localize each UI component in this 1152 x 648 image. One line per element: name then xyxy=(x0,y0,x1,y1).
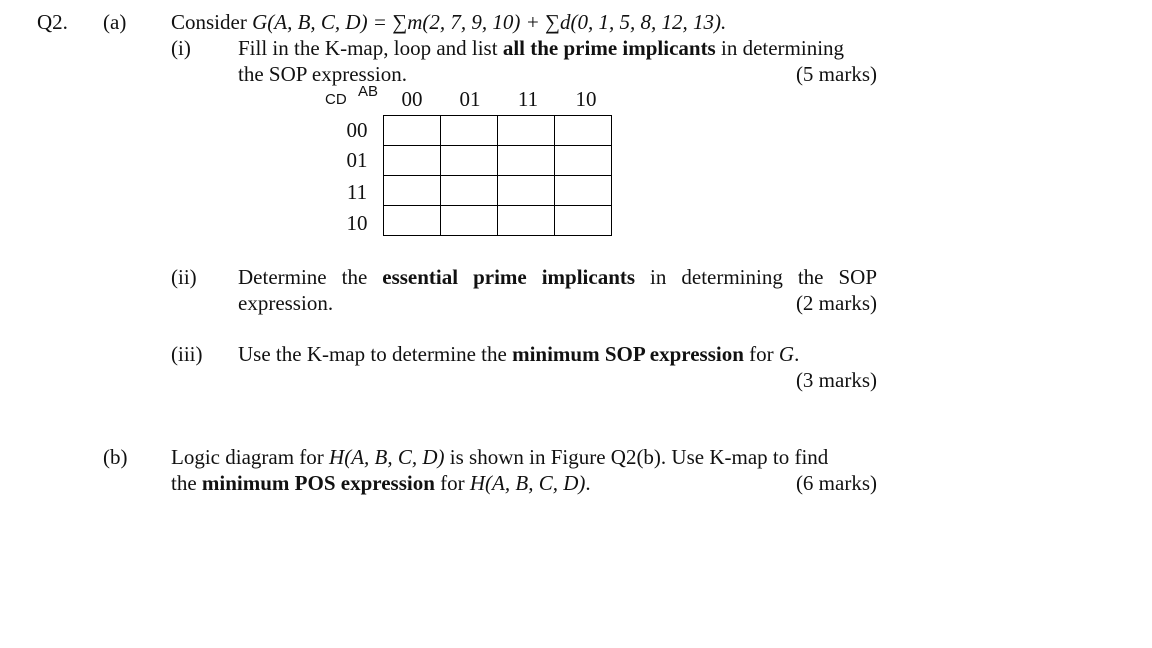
part-b-line2 xyxy=(171,470,591,496)
kmap-col-header: 10 xyxy=(575,87,597,111)
part-b-function-h: H(A, B, C, D) xyxy=(329,445,445,469)
sub-i-text-a: Fill in the K-map, loop and list xyxy=(238,36,503,60)
part-a-label: (a) xyxy=(103,10,127,34)
sub-i-bold: all the prime implicants xyxy=(502,36,716,60)
sub-iii-label: (iii) xyxy=(171,342,203,366)
sub-ii-marks: (2 marks) xyxy=(795,291,877,315)
part-a-intro: Consider xyxy=(171,10,253,34)
sub-iii-text-c: . xyxy=(794,342,800,366)
kmap-col-header: 11 xyxy=(517,87,539,111)
kmap-row xyxy=(384,146,612,176)
kmap-cell[interactable] xyxy=(441,146,498,176)
kmap-cell[interactable] xyxy=(498,206,555,236)
sub-i-text-b: in determining xyxy=(715,36,845,60)
part-b-marks: (6 marks) xyxy=(795,471,877,495)
kmap-cell[interactable] xyxy=(441,206,498,236)
sub-i-marks: (5 marks) xyxy=(795,62,877,86)
part-b-label: (b) xyxy=(103,445,128,469)
kmap-corner-cd: CD xyxy=(325,91,347,108)
kmap-row xyxy=(384,116,612,146)
part-b-text-b: is shown in Figure Q2(b). Use K-map to find xyxy=(444,445,829,469)
sub-ii-line1 xyxy=(238,264,877,290)
sub-iii-bold: minimum SOP expression xyxy=(512,342,744,366)
kmap-corner-ab: AB xyxy=(358,83,379,100)
sub-i-label: (i) xyxy=(171,36,191,60)
sub-iii-italic: G xyxy=(778,342,795,366)
part-b-text-a: Logic diagram for xyxy=(171,445,330,469)
part-b-text-c: the xyxy=(171,471,202,495)
kmap-cell[interactable] xyxy=(555,176,612,206)
kmap-cell[interactable] xyxy=(384,176,441,206)
kmap-cell[interactable] xyxy=(555,146,612,176)
question-number: Q2. xyxy=(37,10,68,34)
kmap-cell[interactable] xyxy=(384,206,441,236)
part-b-line1 xyxy=(171,444,828,470)
kmap-cell[interactable] xyxy=(441,176,498,206)
kmap-col-header: 01 xyxy=(459,87,481,111)
part-b-text-d: for xyxy=(434,471,470,495)
kmap-cell[interactable] xyxy=(384,146,441,176)
kmap-grid xyxy=(383,115,612,236)
sub-ii-bold: essential prime implicants xyxy=(382,265,636,289)
kmap-cell[interactable] xyxy=(441,116,498,146)
kmap-col-header: 00 xyxy=(401,87,423,111)
kmap-row-header: 01 xyxy=(346,148,368,172)
kmap-row xyxy=(384,206,612,236)
part-b-bold: minimum POS expression xyxy=(201,471,435,495)
kmap-cell[interactable] xyxy=(498,176,555,206)
sub-ii-text-b: in determining the SOP xyxy=(635,265,877,289)
part-a-statement xyxy=(171,9,726,35)
sub-i-line1 xyxy=(238,35,844,61)
part-b-text-e: . xyxy=(585,471,591,495)
sub-ii-text-a: Determine the xyxy=(238,265,383,289)
sub-iii-text-b: for xyxy=(743,342,779,366)
sub-iii-text-a: Use the K-map to determine the xyxy=(238,342,513,366)
kmap-row-header: 10 xyxy=(346,211,368,235)
sub-iii-line1 xyxy=(238,341,799,367)
sub-ii-line2: expression. xyxy=(238,291,334,315)
kmap-cell[interactable] xyxy=(555,116,612,146)
function-g-definition: G(A, B, C, D) = ∑m(2, 7, 9, 10) + ∑d(0, 1, 5, 8, 12, 13). xyxy=(252,10,727,34)
sub-i-line2: the SOP expression. xyxy=(238,62,407,86)
kmap-cell[interactable] xyxy=(384,116,441,146)
kmap-row-header: 11 xyxy=(346,180,368,204)
kmap-cell[interactable] xyxy=(555,206,612,236)
sub-ii-label: (ii) xyxy=(171,265,197,289)
sub-iii-marks: (3 marks) xyxy=(795,368,877,392)
part-b-function-h2: H(A, B, C, D) xyxy=(469,471,586,495)
kmap-row-header: 00 xyxy=(346,118,368,142)
kmap-cell[interactable] xyxy=(498,116,555,146)
kmap-cell[interactable] xyxy=(498,146,555,176)
kmap-row xyxy=(384,176,612,206)
